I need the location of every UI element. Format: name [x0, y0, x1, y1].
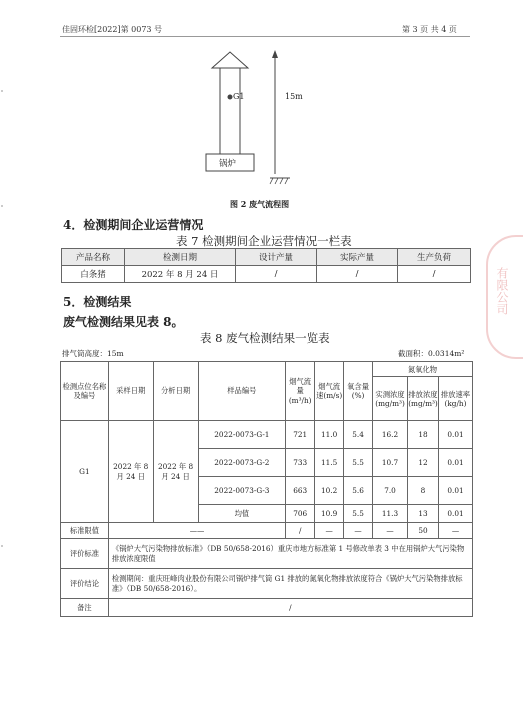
limit-emit: 50 — [408, 523, 439, 539]
cell-rate: 0.01 — [438, 421, 472, 449]
cell-sample-date: 2022 年 8 月 24 日 — [108, 421, 153, 523]
cell-speed: 11.5 — [315, 449, 344, 477]
cell-emit: 12 — [408, 449, 439, 477]
header-rule — [60, 36, 470, 37]
t7-cell: / — [398, 266, 471, 283]
stack-height-note: 排气筒高度：15m — [62, 349, 124, 358]
t7-header: 实际产量 — [317, 249, 398, 266]
outlet-label: G1 — [233, 92, 245, 101]
cell-sample-no: 2022-0073-G-2 — [198, 449, 286, 477]
th-rate: 排放速率(kg/h) — [438, 377, 472, 421]
standard-label: 评价标准 — [61, 539, 109, 569]
cell-conc: 16.2 — [373, 421, 408, 449]
section-5-subheading: 废气检测结果见表 8。 — [63, 315, 184, 329]
remark-label: 备注 — [61, 599, 109, 617]
t7-header: 产品名称 — [62, 249, 125, 266]
th-o2: 氧含量(%) — [344, 362, 373, 421]
cell-point: G1 — [61, 421, 109, 523]
limit-o2: — — [344, 523, 373, 539]
exhaust-results-table — [60, 361, 473, 617]
t7-cell: / — [317, 266, 398, 283]
conclusion-text: 检测期间：重庆旺峰肉业股份有限公司锅炉排气筒 G1 排放的氮氧化物排放浓度符合《锅炉大气污染物排放标准》（DB 50/658-2016）。 — [108, 569, 472, 599]
th-sample-no: 样品编号 — [198, 362, 286, 421]
boiler-label: 锅炉 — [219, 159, 237, 169]
cell-rate: 0.01 — [438, 477, 472, 505]
limit-flow: / — [286, 523, 315, 539]
report-number: 佳固环检[2022]第 0073 号 — [62, 25, 163, 34]
t7-header: 设计产量 — [236, 249, 317, 266]
seal-text: 有限公司 — [495, 267, 509, 315]
standard-text: 《锅炉大气污染物排放标准》（DB 50/658-2016）重庆市地方标准第 1 号修改单表 3 中在用锅炉大气污染物排放浓度限值 — [108, 539, 472, 569]
limit-conc: — — [373, 523, 408, 539]
limit-dash: —— — [108, 523, 285, 539]
th-analysis-date: 分析日期 — [153, 362, 198, 421]
t7-cell: / — [236, 266, 317, 283]
table-7-caption: 表 7 检测期间企业运营情况一栏表 — [176, 234, 352, 248]
cell-flow: 663 — [286, 477, 315, 505]
cell-rate: 0.01 — [438, 449, 472, 477]
cell-conc: 10.7 — [373, 449, 408, 477]
table-8-caption: 表 8 废气检测结果一览表 — [200, 331, 330, 345]
conclusion-label: 评价结论 — [61, 569, 109, 599]
th-emit-conc: 排放浓度(mg/m³) — [408, 377, 439, 421]
cell-speed: 10.2 — [315, 477, 344, 505]
cell-o2: 5.5 — [344, 449, 373, 477]
t7-header: 生产负荷 — [398, 249, 471, 266]
cell-speed: 11.0 — [315, 421, 344, 449]
page-number: 第 3 页 共 4 页 — [402, 25, 457, 34]
cell-mean-o2: 5.5 — [344, 505, 373, 523]
cell-mean-label: 均值 — [198, 505, 286, 523]
cell-mean-flow: 706 — [286, 505, 315, 523]
t7-cell: 2022 年 8 月 24 日 — [125, 266, 236, 283]
t7-cell: 白条猪 — [62, 266, 125, 283]
flow-arrow-head — [212, 52, 248, 68]
limit-label: 标准限值 — [61, 523, 109, 539]
th-sample-date: 采样日期 — [108, 362, 153, 421]
binding-dot — [1, 545, 3, 547]
sampling-point-marker — [228, 95, 233, 100]
figure-caption: 图 2 废气流程图 — [230, 199, 290, 209]
th-conc: 实测浓度(mg/m³) — [373, 377, 408, 421]
cell-sample-no: 2022-0073-G-1 — [198, 421, 286, 449]
th-nox-group: 氮氧化物 — [373, 362, 473, 377]
section-5-heading: 5．检测结果 — [63, 295, 132, 309]
section-4-heading: 4．检测期间企业运营情况 — [63, 218, 204, 232]
height-label: 15m — [285, 92, 303, 101]
operation-table — [61, 248, 471, 283]
exhaust-flow-diagram — [170, 48, 370, 196]
cell-flow: 733 — [286, 449, 315, 477]
limit-rate: — — [438, 523, 472, 539]
binding-dot — [1, 205, 3, 207]
cell-flow: 721 — [286, 421, 315, 449]
t7-header: 检测日期 — [125, 249, 236, 266]
th-point: 检测点位名称及编号 — [61, 362, 109, 421]
cell-o2: 5.6 — [344, 477, 373, 505]
cell-mean-conc: 11.3 — [373, 505, 408, 523]
company-seal-stamp — [486, 235, 523, 359]
limit-speed: — — [315, 523, 344, 539]
remark-text: / — [108, 599, 472, 617]
cell-mean-speed: 10.9 — [315, 505, 344, 523]
th-speed: 烟气流速(m/s) — [315, 362, 344, 421]
cell-emit: 18 — [408, 421, 439, 449]
cross-section-note: 截面积：0.0314m² — [398, 349, 465, 358]
cell-o2: 5.4 — [344, 421, 373, 449]
cell-conc: 7.0 — [373, 477, 408, 505]
th-flow: 烟气流量(m³/h) — [286, 362, 315, 421]
cell-sample-no: 2022-0073-G-3 — [198, 477, 286, 505]
cell-mean-rate: 0.01 — [438, 505, 472, 523]
cell-emit: 8 — [408, 477, 439, 505]
binding-dot — [1, 90, 3, 92]
cell-analysis-date: 2022 年 8 月 24 日 — [153, 421, 198, 523]
cell-mean-emit: 13 — [408, 505, 439, 523]
